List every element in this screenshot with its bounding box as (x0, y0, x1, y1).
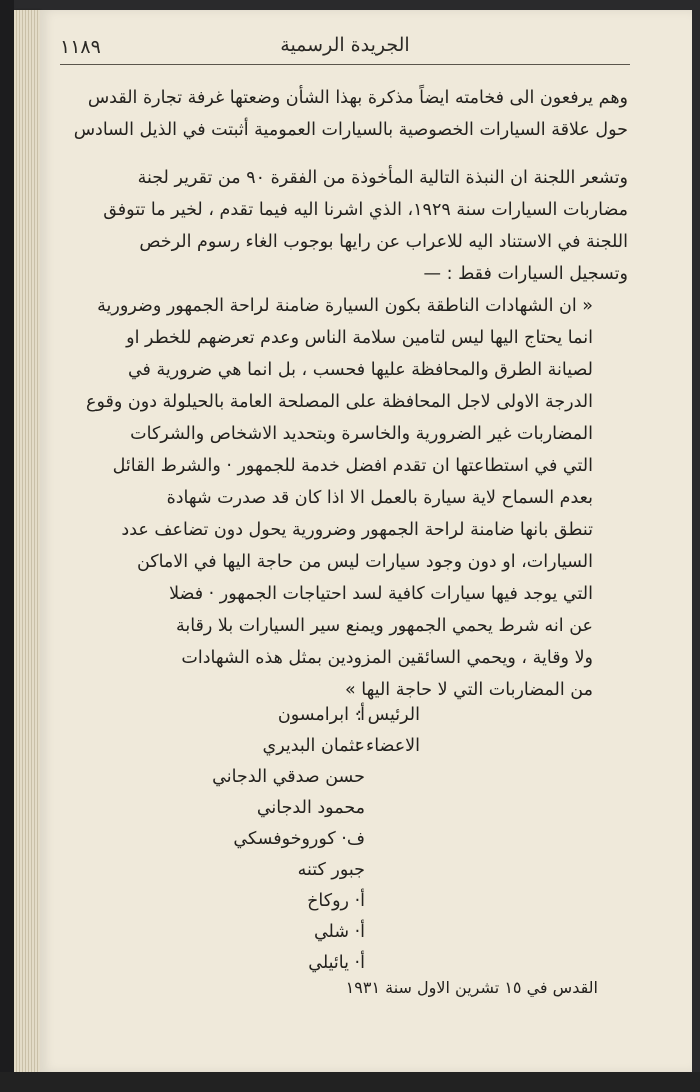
members-label: الاعضاء : (354, 736, 420, 756)
text-line: وهم يرفعون الى فخامته ايضاً مذكرة بهذا الشأن وضعتها غرفة تجارة القدس (87, 88, 628, 108)
text-line: من المضاربات التي لا حاجة اليها » (345, 680, 593, 700)
book-bottom-edge (0, 1072, 700, 1092)
page-number: ١١٨٩ (60, 36, 101, 58)
text-line: ولا وقاية ، ويحمي السائقين المزودين بمثل هذه الشهادات (181, 648, 593, 668)
signatory-name: ف· كوروخوفسكي (233, 829, 365, 849)
paragraph-committee-opinion (58, 162, 628, 290)
signatory-name: حسن صدقي الدجاني (212, 767, 365, 787)
text-line: التي يوجد فيها سيارات كافية لسد احتياجات الجمهور · فضلا (169, 584, 593, 604)
dateline: القدس في ١٥ تشرين الاول سنة ١٩٣١ (345, 978, 598, 997)
signature-names (0, 700, 365, 979)
text-line: التي في استطاعتها ان تقدم افضل خدمة للجمهور · والشرط القائل (112, 456, 593, 476)
header-rule (60, 64, 630, 65)
signatory-name: جبور كتنه (297, 860, 365, 880)
journal-name: الجريدة الرسمية (280, 34, 410, 56)
text-line: تنطق بانها ضامنة لراحة الجمهور وضرورية يحول دون تضاعف عدد (121, 520, 593, 540)
signatory-name: أ· يائيلي (308, 953, 365, 973)
signatory-name: عثمان البديري (262, 736, 365, 756)
text-line: اللجنة في الاستناد اليه للاعراب عن رايها بوجوب الغاء رسوم الرخص (139, 232, 628, 252)
text-line: وتسجيل السيارات فقط : — (423, 264, 628, 284)
text-line: لصيانة الطرق والمحافظة عليها فحسب ، بل انما هي ضرورية في (127, 360, 593, 380)
text-line: السيارات، او دون وجود سيارات ليس من حاجة اليها في الاماكن (136, 552, 593, 572)
text-line: « ان الشهادات الناطقة بكون السيارة ضامنة لراحة الجمهور وضرورية (97, 296, 593, 316)
signatory-name: أ· ابرامسون (277, 705, 365, 725)
signatory-name: أ· شلي (313, 922, 365, 942)
paragraph-quotation (58, 290, 593, 706)
signatory-name: محمود الدجاني (256, 798, 365, 818)
chairman-label: الرئيس : (356, 705, 420, 725)
paragraph-intro (58, 82, 628, 146)
running-header (60, 34, 630, 70)
text-line: المضاربات غير الضرورية والخاسرة وبتحديد الاشخاص والشركات (130, 424, 593, 444)
signatory-name: أ· روكاخ (307, 891, 365, 911)
text-line: الدرجة الاولى لاجل المحافظة على المصلحة العامة بالحيلولة دون وقوع (86, 392, 593, 412)
text-line: مضاربات السيارات سنة ١٩٢٩، الذي اشرنا اليه فيما تقدم ، لخير ما تتوفق (103, 200, 628, 220)
text-line: وتشعر اللجنة ان النبذة التالية المأخوذة من الفقرة ٩٠ من تقرير لجنة (137, 168, 628, 188)
text-line: بعدم السماح لاية سيارة بالعمل الا اذا كان قد صدرت شهادة (166, 488, 593, 508)
text-line: انما يحتاج اليها ليس لتامين سلامة الناس وعدم تعرضهم للخطر او (126, 328, 593, 348)
text-line: عن انه شرط يحمي الجمهور ويمنع سير السيارات بلا رقابة (175, 616, 593, 636)
text-line: حول علاقة السيارات الخصوصية بالسيارات العمومية أثبتت في الذيل السادس (73, 120, 628, 140)
